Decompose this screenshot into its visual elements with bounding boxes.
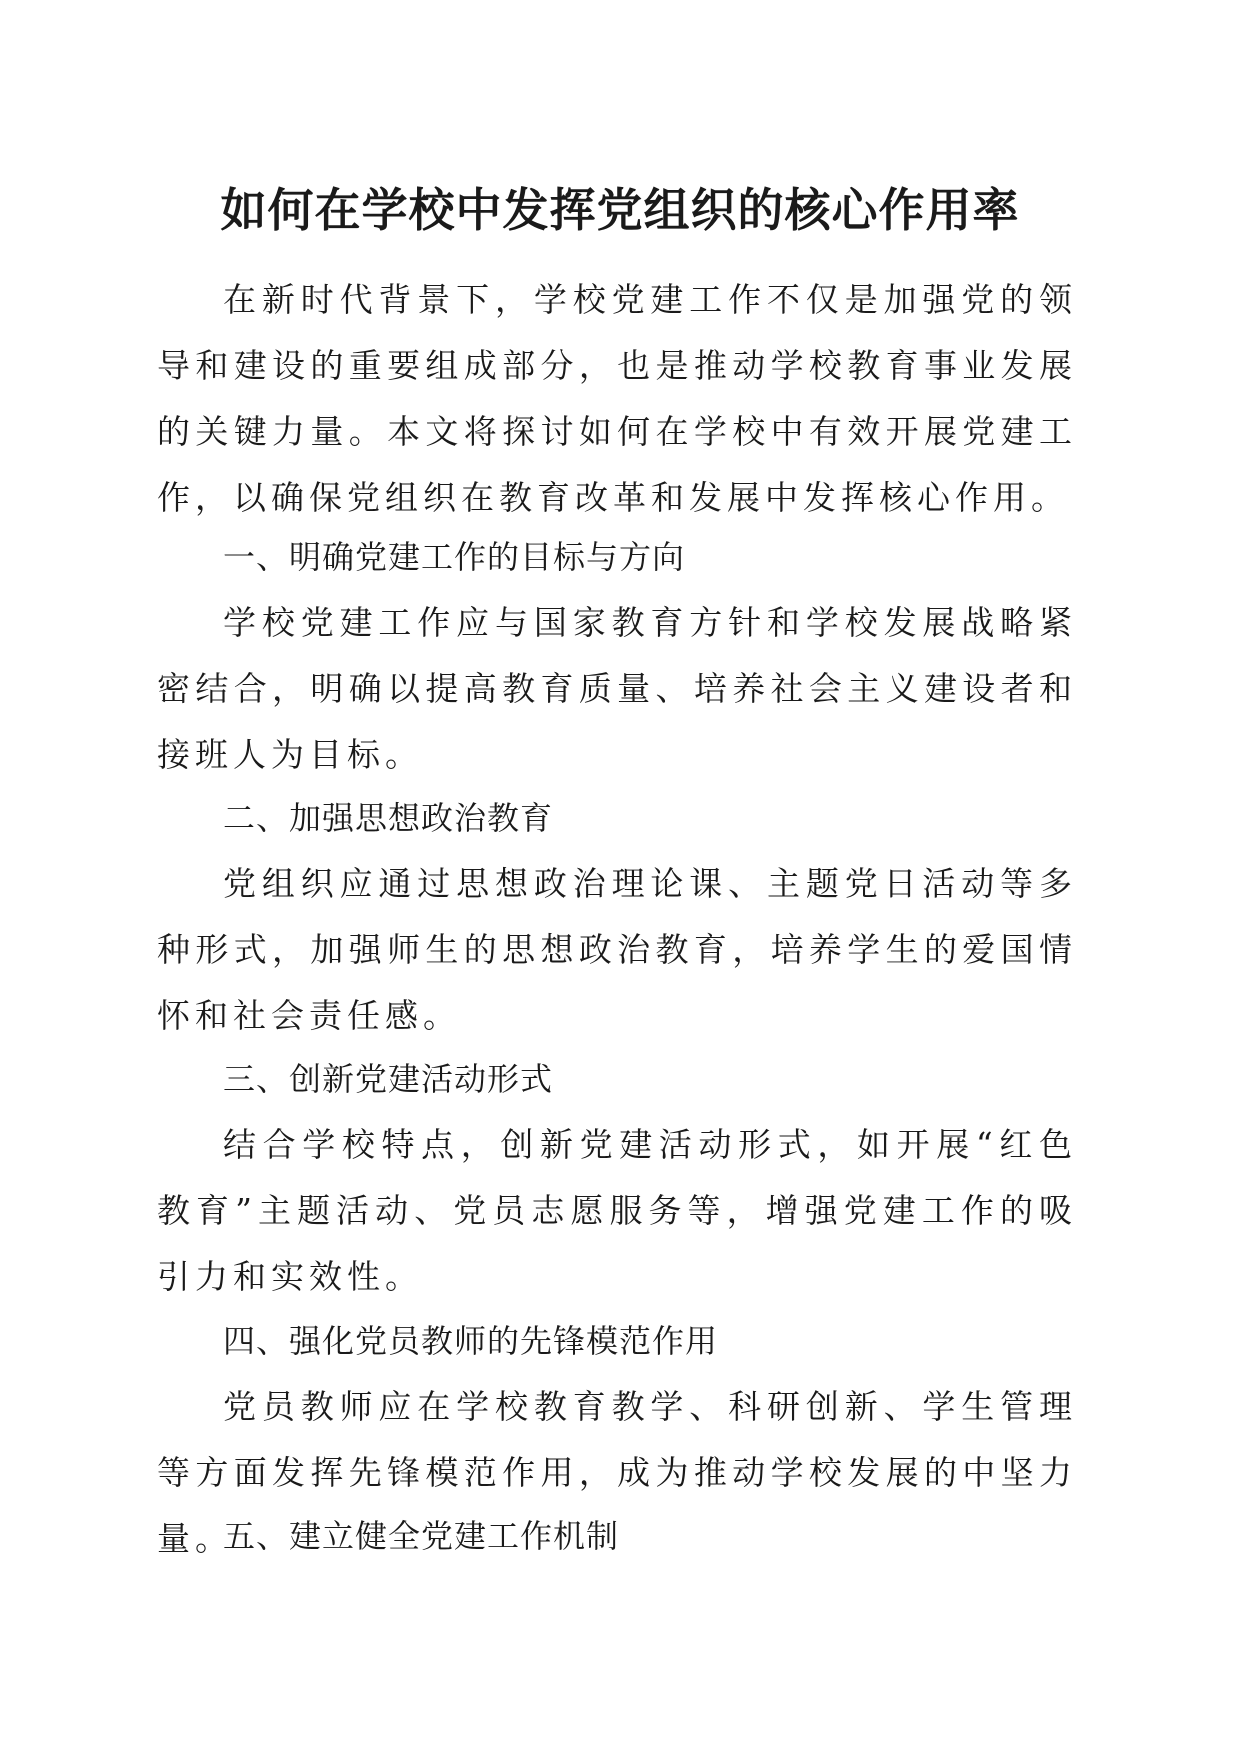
section-paragraph-4: 党员教师应在学校教育教学、科研创新、学生管理等方面发挥先锋模范作用，成为推动学校发展的中坚力量。 [157,1387,1077,1558]
section-heading-1: 一、明确党建工作的目标与方向 [223,538,686,576]
section-paragraph-2: 党组织应通过思想政治理论课、主题党日活动等多种形式，加强师生的思想政治教育，培养学生的爱国情怀和社会责任感。 [157,864,1077,1035]
section-paragraph-1: 学校党建工作应与国家教育方针和学校发展战略紧密结合，明确以提高教育质量、培养社会主义建设者和接班人为目标。 [157,603,1077,774]
section-paragraph-3: 结合学校特点，创新党建活动形式，如开展“红色教育”主题活动、党员志愿服务等，增强党建工作的吸引力和实效性。 [157,1125,1077,1296]
section-heading-4: 四、强化党员教师的先锋模范作用 [223,1322,719,1360]
section-heading-5: 五、建立健全党建工作机制 [223,1517,620,1555]
intro-paragraph: 在新时代背景下，学校党建工作不仅是加强党的领导和建设的重要组成部分，也是推动学校教育事业发展的关键力量。本文将探讨如何在学校中有效开展党建工作，以确保党组织在教育改革和发展中发挥核心作用。 [157,280,1077,517]
document-title: 如何在学校中发挥党组织的核心作用率 [220,183,1020,237]
section-heading-3: 三、创新党建活动形式 [223,1060,554,1098]
section-heading-2: 二、加强思想政治教育 [223,799,554,837]
